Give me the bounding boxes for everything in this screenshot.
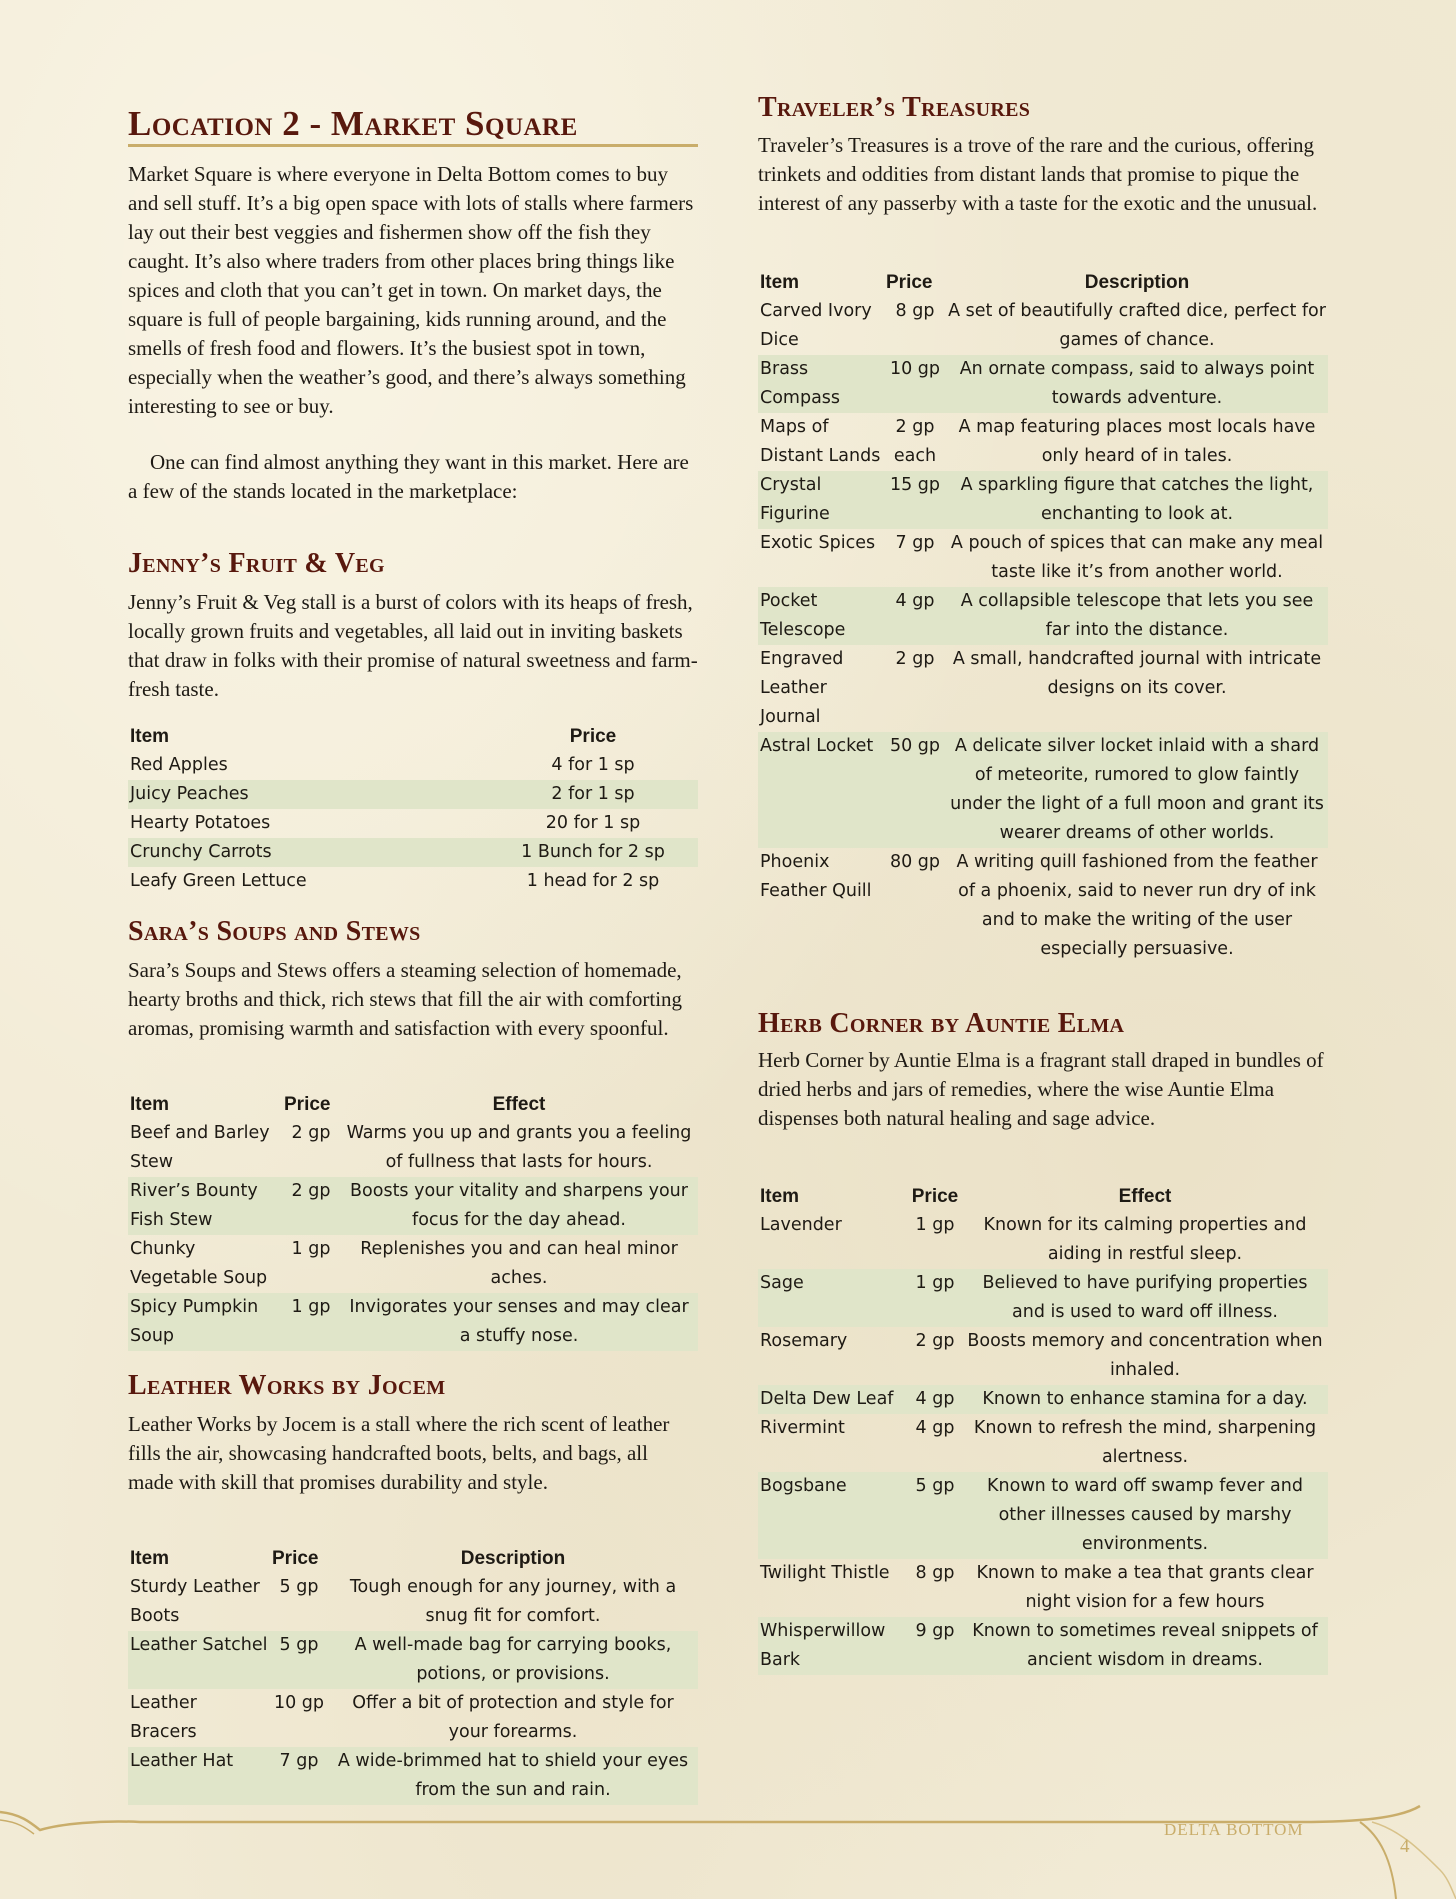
cell-price: 2 gp <box>291 1123 331 1143</box>
footer-label: DELTA BOTTOM <box>1164 1820 1304 1839</box>
section-title-travelers: Traveler’s Treasures <box>758 92 1031 123</box>
cell-effect: Boosts memory and concentration when inhaled. <box>967 1331 1323 1380</box>
cell-item: Bogsbane <box>758 1472 908 1559</box>
cell-price: 10 gp <box>273 1693 325 1713</box>
table-row <box>128 1177 698 1235</box>
cell-effect: Replenishes you and can heal minor aches. <box>360 1239 678 1288</box>
col-header-price: Price <box>886 272 933 293</box>
cell-item: Hearty Potatoes <box>130 813 271 833</box>
cell-price: 9 gp <box>908 1617 962 1675</box>
cell-item: Whisperwillow Bark <box>758 1617 908 1675</box>
table-row <box>128 1573 698 1631</box>
cell-effect: Believed to have purifying properties and is used to ward off illness. <box>962 1269 1328 1327</box>
table-row <box>758 297 1328 355</box>
section-desc-jenny: Jenny’s Fruit & Veg stall is a burst of colors with its heaps of fresh, locally grown fruits and vegetables, all laid out in inviting baskets that draw in folks with their promise of natural sweetness and farm-fresh taste. <box>128 590 698 701</box>
cell-item: Maps of Distant Lands <box>760 417 881 466</box>
jenny-price-table <box>128 722 698 896</box>
cell-effect: Boosts your vitality and sharpens your focus for the day ahead. <box>340 1177 698 1235</box>
cell-price: 4 gp <box>884 587 946 645</box>
cell-price: 5 gp <box>279 1577 319 1597</box>
cell-item: Leather Satchel <box>128 1631 270 1689</box>
table-row <box>758 587 1328 645</box>
col-header-price: Price <box>272 1548 319 1569</box>
section-desc-leather: Leather Works by Jocem is a stall where the rich scent of leather fills the air, showcasing handcrafted boots, belts, and bags, all made with skill that promises durability and style. <box>128 1412 670 1494</box>
cell-price: 20 for 1 sp <box>545 813 641 833</box>
cell-description: A sparkling figure that catches the light, enchanting to look at. <box>946 471 1328 529</box>
table-row <box>128 751 698 780</box>
cell-description: Offer a bit of protection and style for your forearms. <box>352 1693 674 1742</box>
col-header-effect: Effect <box>492 1094 546 1115</box>
cell-item: Crystal Figurine <box>758 471 884 529</box>
cell-price: 1 gp <box>908 1269 962 1327</box>
cell-description: A small, handcrafted journal with intricate designs on its cover. <box>952 649 1322 698</box>
col-header-item: Item <box>760 1186 800 1207</box>
table-row <box>758 1559 1328 1617</box>
cell-effect: Known to refresh the mind, sharpening alertness. <box>973 1418 1317 1467</box>
table-row <box>128 1631 698 1689</box>
cell-price: 80 gp <box>889 852 941 872</box>
col-header-item: Item <box>130 1548 170 1569</box>
table-row <box>758 1269 1328 1327</box>
section-desc-travelers: Traveler’s Treasures is a trove of the rare and the curious, offering trinkets and oddities from distant lands that promise to pique the interest of any passerby with a taste for the exotic and the unusual. <box>758 133 1318 215</box>
cell-item: Pocket Telescope <box>758 587 884 645</box>
col-header-item: Item <box>130 726 170 747</box>
page-number: 4 <box>1400 1836 1410 1857</box>
cell-item: Crunchy Carrots <box>128 838 488 867</box>
table-row <box>758 355 1328 413</box>
cell-price: 2 for 1 sp <box>488 780 698 809</box>
table-row <box>758 732 1328 848</box>
cell-item: Leather Bracers <box>130 1693 197 1742</box>
sara-price-table <box>128 1090 698 1351</box>
table-row <box>758 1211 1328 1269</box>
col-header-description: Description <box>1084 272 1190 293</box>
table-row <box>758 529 1328 587</box>
cell-item: Carved Ivory Dice <box>760 301 872 350</box>
cell-item: Engraved Leather Journal <box>760 649 844 727</box>
travelers-price-table <box>758 268 1328 964</box>
cell-item: Leather Hat <box>128 1747 270 1805</box>
cell-item: Rivermint <box>760 1418 845 1438</box>
cell-price: 1 Bunch for 2 sp <box>488 838 698 867</box>
cell-item: River’s Bounty Fish Stew <box>128 1177 282 1235</box>
cell-description: A delicate silver locket inlaid with a shard of meteorite, rumored to glow faintly under the light of a full moon and grant its wearer dreams of other worlds. <box>946 732 1328 848</box>
cell-price: 1 gp <box>282 1293 340 1351</box>
cell-effect: Warms you up and grants you a feeling of fullness that lasts for hours. <box>346 1123 692 1172</box>
cell-item: Spicy Pumpkin Soup <box>128 1293 282 1351</box>
cell-description: A collapsible telescope that lets you see far into the distance. <box>946 587 1328 645</box>
table-row <box>758 1327 1328 1385</box>
section-desc-herb: Herb Corner by Auntie Elma is a fragrant stall draped in bundles of dried herbs and jars of remedies, where the wise Auntie Elma dispenses both natural healing and sage advice. <box>758 1048 1324 1130</box>
footer-ornament <box>0 1800 1456 1899</box>
cell-price: 1 head for 2 sp <box>526 871 660 891</box>
table-row <box>758 1617 1328 1675</box>
cell-price: 1 gp <box>291 1239 331 1259</box>
cell-description: A map featuring places most locals have only heard of in tales. <box>958 417 1316 466</box>
cell-description: A writing quill fashioned from the feather of a phoenix, said to never run dry of ink and to make the writing of the user especially persuasive. <box>956 852 1318 959</box>
table-row <box>128 1689 698 1747</box>
page-title: Location 2 - Market Square <box>128 104 578 143</box>
cell-description: A well-made bag for carrying books, potions, or provisions. <box>328 1631 698 1689</box>
cell-effect: Known to sometimes reveal snippets of ancient wisdom in dreams. <box>962 1617 1328 1675</box>
table-row <box>758 645 1328 732</box>
cell-price: 7 gp <box>895 533 935 553</box>
cell-effect: Known for its calming properties and aiding in restful sleep. <box>983 1215 1307 1264</box>
section-title-leather: Leather Works by Jocem <box>128 1370 446 1401</box>
section-desc-sara: Sara’s Soups and Stews offers a steaming selection of homemade, hearty broths and thick, rich stews that fill the air with comforting aromas, promising warmth and satisfaction with every spoonful. <box>128 958 683 1040</box>
cell-price: 2 gp each <box>893 417 937 466</box>
cell-price: 15 gp <box>884 471 946 529</box>
cell-effect: Known to enhance stamina for a day. <box>962 1385 1328 1414</box>
cell-price: 7 gp <box>270 1747 328 1805</box>
cell-price: 8 gp <box>895 301 935 321</box>
cell-price: 4 gp <box>908 1385 962 1414</box>
col-header-effect: Effect <box>1118 1186 1172 1207</box>
cell-price: 2 gp <box>282 1177 340 1235</box>
cell-price: 4 gp <box>915 1418 955 1438</box>
cell-description: A wide-brimmed hat to shield your eyes from the sun and rain. <box>328 1747 698 1805</box>
table-row <box>758 1414 1328 1472</box>
title-underline <box>128 144 698 147</box>
cell-item: Brass Compass <box>758 355 884 413</box>
cell-item: Phoenix Feather Quill <box>760 852 872 901</box>
cell-price: 10 gp <box>884 355 946 413</box>
cell-item: Lavender <box>760 1215 842 1235</box>
table-row <box>758 1472 1328 1559</box>
cell-description: A set of beautifully crafted dice, perfect for games of chance. <box>948 301 1326 350</box>
table-row <box>758 1385 1328 1414</box>
section-title-jenny: Jenny’s Fruit & Veg <box>128 548 385 579</box>
intro-paragraph-2: One can find almost anything they want in this market. Here are a few of the stands located in the marketplace: <box>128 450 689 503</box>
herb-price-table <box>758 1182 1328 1675</box>
cell-item: Astral Locket <box>758 732 884 848</box>
col-header-price: Price <box>569 726 617 747</box>
cell-item: Rosemary <box>760 1331 848 1351</box>
cell-effect: Invigorates your senses and may clear a stuffy nose. <box>340 1293 698 1351</box>
col-header-price: Price <box>911 1186 959 1207</box>
cell-item: Twilight Thistle <box>760 1563 890 1583</box>
cell-item: Sage <box>758 1269 908 1327</box>
cell-item: Sturdy Leather Boots <box>130 1577 260 1626</box>
cell-item: Chunky Vegetable Soup <box>130 1239 268 1288</box>
cell-price: 4 for 1 sp <box>551 755 635 775</box>
col-header-item: Item <box>760 272 800 293</box>
col-header-item: Item <box>130 1094 170 1115</box>
cell-description: Tough enough for any journey, with a snug fit for comfort. <box>349 1577 677 1626</box>
table-row <box>758 848 1328 964</box>
cell-item: Red Apples <box>130 755 228 775</box>
section-title-sara: Sara’s Soups and Stews <box>128 916 421 947</box>
cell-item: Delta Dew Leaf <box>758 1385 908 1414</box>
table-row <box>128 1119 698 1177</box>
section-title-herb: Herb Corner by Auntie Elma <box>758 1008 1125 1039</box>
table-row <box>128 838 698 867</box>
cell-effect: Known to make a tea that grants clear night vision for a few hours <box>976 1563 1314 1612</box>
table-row <box>128 1747 698 1805</box>
cell-price: 2 gp <box>895 649 935 669</box>
col-header-price: Price <box>284 1094 331 1115</box>
col-header-description: Description <box>460 1548 566 1569</box>
table-row <box>128 1235 698 1293</box>
cell-description: An ornate compass, said to always point towards adventure. <box>946 355 1328 413</box>
cell-item: Juicy Peaches <box>128 780 488 809</box>
table-row <box>128 780 698 809</box>
cell-item: Leafy Green Lettuce <box>130 871 307 891</box>
cell-item: Exotic Spices <box>760 533 876 553</box>
cell-price: 2 gp <box>915 1331 955 1351</box>
cell-price: 50 gp <box>884 732 946 848</box>
cell-price: 1 gp <box>915 1215 955 1235</box>
cell-description: A pouch of spices that can make any meal taste like it’s from another world. <box>950 533 1324 582</box>
table-row <box>758 471 1328 529</box>
cell-price: 5 gp <box>908 1472 962 1559</box>
intro-paragraph: Market Square is where everyone in Delta Bottom comes to buy and sell stuff. It’s a big open space with lots of stalls where farmers lay out their best veggies and fishermen show off the fish they caught. It’s also where traders from other places bring things like spices and cloth that you can’t get in town. On market days, the square is full of people bargaining, kids running around, and the smells of fresh food and flowers. It’s the busiest spot in town, especially when the weather’s good, and there’s always something interesting to see or buy. <box>128 162 694 418</box>
table-row <box>128 1293 698 1351</box>
cell-item: Beef and Barley Stew <box>130 1123 270 1172</box>
cell-price: 5 gp <box>270 1631 328 1689</box>
cell-price: 8 gp <box>915 1563 955 1583</box>
table-row <box>128 867 698 896</box>
leather-price-table <box>128 1544 698 1805</box>
table-row <box>128 809 698 838</box>
table-row <box>758 413 1328 471</box>
cell-effect: Known to ward off swamp fever and other illnesses caused by marshy environments. <box>962 1472 1328 1559</box>
